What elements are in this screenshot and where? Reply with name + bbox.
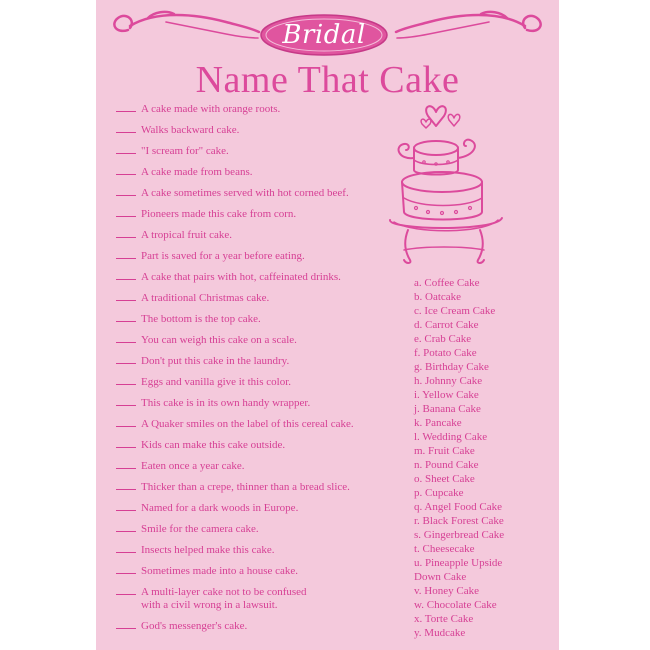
answer-blank[interactable] [116, 355, 136, 364]
question-text: Sometimes made into a house cake. [141, 565, 299, 577]
question-item [116, 502, 416, 515]
answer-option: m. Fruit Cake [414, 445, 475, 457]
question-text: A Quaker smiles on the label of this cereal cake. [141, 418, 354, 430]
question-text: Kids can make this cake outside. [141, 439, 286, 451]
question-item [116, 376, 416, 389]
question-item [116, 355, 416, 368]
answer-option: h. Johnny Cake [414, 375, 483, 387]
answer-option: j. Banana Cake [414, 403, 481, 415]
answer-blank[interactable] [116, 439, 136, 448]
answer-option: w. Chocolate Cake [414, 599, 497, 611]
answer-option: d. Carrot Cake [414, 319, 479, 331]
game-sheet [96, 0, 559, 650]
badge-label: Bridal [282, 20, 366, 50]
answer-blank[interactable] [116, 229, 136, 238]
answer-option: f. Potato Cake [414, 347, 477, 359]
answer-blank[interactable] [116, 397, 136, 406]
answer-option: v. Honey Cake [414, 585, 479, 597]
answer-blank[interactable] [116, 166, 136, 175]
answer-blank[interactable] [116, 544, 136, 553]
question-text: This cake is in its own handy wrapper. [141, 397, 311, 409]
answer-option: n. Pound Cake [414, 459, 479, 471]
question-text: "I scream for" cake. [141, 145, 229, 157]
question-list [116, 103, 416, 641]
answer-option: r. Black Forest Cake [414, 515, 504, 527]
question-item [116, 271, 416, 284]
question-text: A cake sometimes served with hot corned beef. [141, 187, 349, 199]
question-text: Don't put this cake in the laundry. [141, 355, 290, 367]
question-item [116, 313, 416, 326]
answer-option: x. Torte Cake [414, 613, 474, 625]
answer-option: i. Yellow Cake [414, 389, 479, 401]
answer-blank[interactable] [116, 334, 136, 343]
answer-blank[interactable] [116, 620, 136, 629]
question-item [116, 620, 416, 633]
question-item [116, 460, 416, 473]
question-text: The bottom is the top cake. [141, 313, 261, 325]
question-item [116, 145, 416, 158]
question-text: Pioneers made this cake from corn. [141, 208, 297, 220]
question-text: God's messenger's cake. [141, 620, 248, 632]
answer-option: c. Ice Cream Cake [414, 305, 496, 317]
question-item [116, 586, 416, 612]
question-item [116, 229, 416, 242]
page-title: Name That Cake [195, 59, 460, 101]
question-item [116, 208, 416, 221]
answer-blank[interactable] [116, 481, 136, 490]
question-item [116, 565, 416, 578]
answer-blank[interactable] [116, 250, 136, 259]
answer-blank[interactable] [116, 124, 136, 133]
answer-blank[interactable] [116, 586, 136, 595]
answer-list [414, 276, 504, 640]
answer-blank[interactable] [116, 103, 136, 112]
question-text: A cake that pairs with hot, caffeinated drinks. [141, 271, 341, 283]
answer-option: b. Oatcake [414, 291, 462, 303]
answer-blank[interactable] [116, 523, 136, 532]
answer-option: l. Wedding Cake [414, 431, 488, 443]
question-text: Thicker than a crepe, thinner than a bread slice. [141, 481, 350, 493]
answer-blank[interactable] [116, 145, 136, 154]
answer-blank[interactable] [116, 418, 136, 427]
question-text: Insects helped make this cake. [141, 544, 275, 556]
answer-option: t. Cheesecake [414, 543, 475, 555]
question-text: Eggs and vanilla give it this color. [141, 376, 292, 388]
question-text: Smile for the camera cake. [141, 523, 259, 535]
answer-blank[interactable] [116, 502, 136, 511]
question-text: Walks backward cake. [141, 124, 240, 136]
question-item [116, 481, 416, 494]
question-item [116, 544, 416, 557]
question-item [116, 397, 416, 410]
question-item [116, 439, 416, 452]
question-item [116, 523, 416, 536]
answer-option: a. Coffee Cake [414, 277, 480, 289]
question-item [116, 103, 416, 116]
answer-blank[interactable] [116, 187, 136, 196]
answer-option: p. Cupcake [414, 487, 464, 499]
question-item [116, 187, 416, 200]
answer-blank[interactable] [116, 271, 136, 280]
question-item [116, 124, 416, 137]
answer-blank[interactable] [116, 313, 136, 322]
answer-option: s. Gingerbread Cake [414, 529, 505, 541]
question-text: Eaten once a year cake. [141, 460, 245, 472]
question-text: A cake made with orange roots. [141, 103, 281, 115]
answer-blank[interactable] [116, 565, 136, 574]
answer-blank[interactable] [116, 376, 136, 385]
answer-blank[interactable] [116, 460, 136, 469]
answer-option: g. Birthday Cake [414, 361, 489, 373]
answer-option: q. Angel Food Cake [414, 501, 502, 513]
question-text: Named for a dark woods in Europe. [141, 502, 299, 514]
answer-option: y. Mudcake [414, 627, 466, 639]
question-text: A cake made from beans. [141, 166, 253, 178]
question-item [116, 418, 416, 431]
question-text: Part is saved for a year before eating. [141, 250, 305, 262]
question-item [116, 250, 416, 263]
answer-option: e. Crab Cake [414, 333, 472, 345]
question-text: You can weigh this cake on a scale. [141, 334, 297, 346]
question-item [116, 166, 416, 179]
answer-option: k. Pancake [414, 417, 462, 429]
question-text: A traditional Christmas cake. [141, 292, 270, 304]
answer-blank[interactable] [116, 292, 136, 301]
question-item [116, 334, 416, 347]
question-item [116, 292, 416, 305]
question-text: A multi-layer cake not to be confused with a civil wrong in a lawsuit. [141, 586, 307, 611]
answer-blank[interactable] [116, 208, 136, 217]
answer-option: o. Sheet Cake [414, 473, 475, 485]
question-text: A tropical fruit cake. [141, 229, 233, 241]
answer-option: u. Pineapple Upside Down Cake [414, 557, 503, 583]
